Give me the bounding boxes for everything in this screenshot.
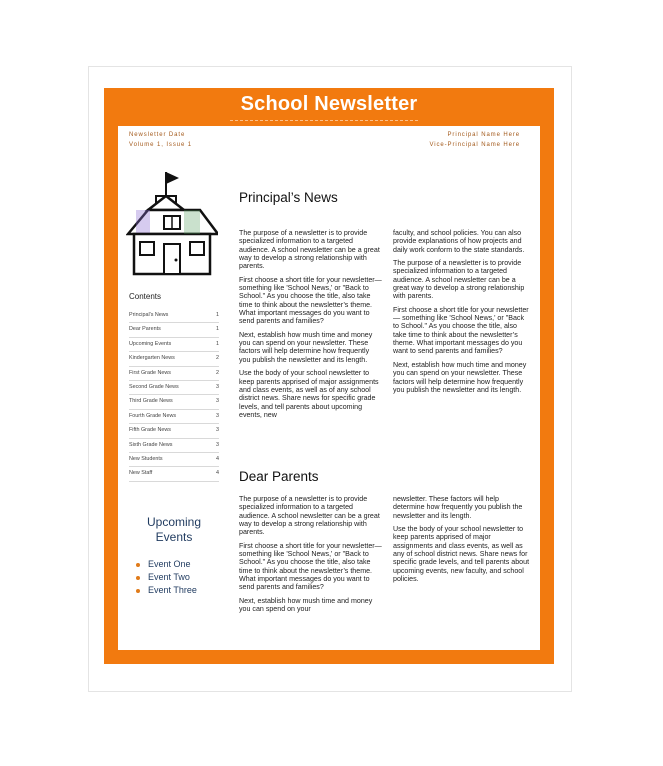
- toc-label: New Students: [129, 455, 163, 462]
- toc-entry[interactable]: [129, 367, 219, 381]
- toc-label: New Staff: [129, 470, 153, 477]
- toc-label: Fifth Grade News: [129, 427, 171, 434]
- upcoming-title-line-1: Upcoming: [146, 515, 202, 529]
- issue-info: [129, 130, 192, 150]
- bullet-icon: [136, 563, 140, 567]
- paragraph: Use the body of your school newsletter to keep parents apprised of major assignments and class events, as well as of any school district news. Share news for specific grade levels, and tell parents about upcoming events, new: [239, 369, 379, 419]
- toc-page: 1: [216, 312, 219, 318]
- toc-entry[interactable]: [129, 338, 219, 352]
- toc-page: 1: [216, 326, 219, 333]
- paragraph: The purpose of a newsletter is to provide specialized information to a targeted audience. A school newsletter can be a great way to develop a strong relationship with parents.: [239, 229, 380, 271]
- paragraph: Next, establish how much time and money you can spend on your newsletter. These factors will help determine how frequently you publish the newsletter and its length.: [393, 360, 527, 394]
- vice-principal-name: Vice-Principal Name Here: [429, 142, 520, 148]
- dear-parents-heading: Dear Parents: [239, 469, 319, 484]
- event-label: Event Two: [148, 572, 190, 582]
- toc-label: Third Grade News: [129, 398, 173, 405]
- schoolhouse-clipart: [126, 170, 218, 278]
- toc-page: 3: [216, 383, 219, 390]
- toc-entry[interactable]: [129, 439, 219, 453]
- toc-entry[interactable]: [129, 309, 219, 323]
- paragraph: First choose a short title for your newsletter— something like 'School News,' or "Back to School." As you choose the title, also take time to think about the newsletter’s theme. What important messages do you want to send parents and families?: [239, 541, 382, 592]
- toc-page: 2: [216, 369, 219, 376]
- newsletter-title: School Newsletter: [240, 93, 418, 115]
- paragraph: newsletter. These factors will help determine how frequently you publish the newsletter and its length.: [393, 495, 523, 520]
- event-item: [136, 571, 197, 584]
- toc-page: 3: [216, 412, 219, 419]
- bullet-icon: [136, 589, 140, 593]
- toc-page: 3: [216, 427, 219, 434]
- toc-label: Upcoming Events: [129, 340, 172, 347]
- upcoming-title-line-2: Events: [155, 530, 193, 544]
- event-label: Event One: [148, 559, 191, 569]
- toc-entry[interactable]: [129, 381, 219, 395]
- staff-info: [429, 130, 520, 150]
- paragraph: The purpose of a newsletter is to provide specialized information to a targeted audience. A school newsletter can be a great way to develop a strong relationship with parents.: [239, 495, 380, 537]
- bullet-icon: [136, 576, 140, 580]
- toc-page: 2: [216, 355, 219, 362]
- toc-page: 1: [216, 340, 219, 347]
- toc-label: Kindergarten News: [129, 355, 175, 362]
- newsletter-date: Newsletter Date: [129, 132, 186, 138]
- toc-page: 4: [216, 455, 219, 462]
- event-item: [136, 584, 197, 597]
- toc-label: Dear Parents: [129, 326, 161, 333]
- toc-entry[interactable]: [129, 424, 219, 438]
- toc-label: Second Grade News: [129, 383, 179, 390]
- event-item: [136, 558, 197, 571]
- dear-parents-column-2: [393, 495, 531, 588]
- volume-issue: Volume 1, Issue 1: [129, 142, 192, 148]
- toc-page: 4: [216, 470, 219, 477]
- title-underline-decoration: [230, 118, 420, 123]
- paragraph: First choose a short title for your newsletter— something like 'School News,' or "Back to School." As you choose the title, also take time to think about the newsletter’s theme. What important messages do you want to send parents and families?: [393, 305, 529, 356]
- table-of-contents: [129, 309, 219, 482]
- paragraph: faculty, and school policies. You can also provide explanations of how projects and daily work conform to the state standards.: [393, 229, 525, 254]
- toc-page: 3: [216, 398, 219, 405]
- principals-news-column-1: [239, 229, 382, 424]
- paragraph: The purpose of a newsletter is to provide specialized information to a targeted audience. A school newsletter can be a great way to develop a strong relationship with parents.: [393, 259, 525, 301]
- events-list: [136, 558, 197, 597]
- paragraph: Next, establish how mush time and money you can spend on your: [239, 596, 373, 614]
- toc-entry[interactable]: [129, 453, 219, 467]
- principal-name: Principal Name Here: [447, 132, 520, 138]
- toc-entry[interactable]: [129, 352, 219, 366]
- event-label: Event Three: [148, 585, 197, 595]
- toc-label: Fourth Grade News: [129, 412, 177, 419]
- toc-label: First Grade News: [129, 369, 171, 376]
- toc-entry[interactable]: [129, 323, 219, 337]
- principals-news-heading: Principal’s News: [239, 190, 338, 205]
- toc-entry[interactable]: [129, 410, 219, 424]
- upcoming-events-heading: [134, 515, 214, 545]
- principals-news-column-2: [393, 229, 531, 399]
- paragraph: First choose a short title for your newsletter— something like 'School News,' or "Back to School." As you choose the title, also take time to think about the newsletter’s theme. What important messages do you want to send parents and families?: [239, 275, 382, 326]
- toc-entry[interactable]: [129, 395, 219, 409]
- toc-page: 3: [216, 441, 219, 448]
- toc-entry[interactable]: [129, 467, 219, 481]
- contents-heading: Contents: [129, 292, 162, 301]
- dear-parents-column-1: [239, 495, 382, 618]
- toc-label: Sixth Grade News: [129, 441, 173, 448]
- paragraph: Next, establish how mush time and money you can spend on your newsletter. These factors will help determine how frequently you publish the newsletter and its length.: [239, 330, 373, 364]
- paragraph: Use the body of your school newsletter to keep parents apprised of major assignments and class events, as well as any of school district news. Share news for specific grade levels, and tell parents about upcoming events, new faculty, and school policies.: [393, 525, 530, 584]
- toc-label: Principal's News: [129, 312, 169, 318]
